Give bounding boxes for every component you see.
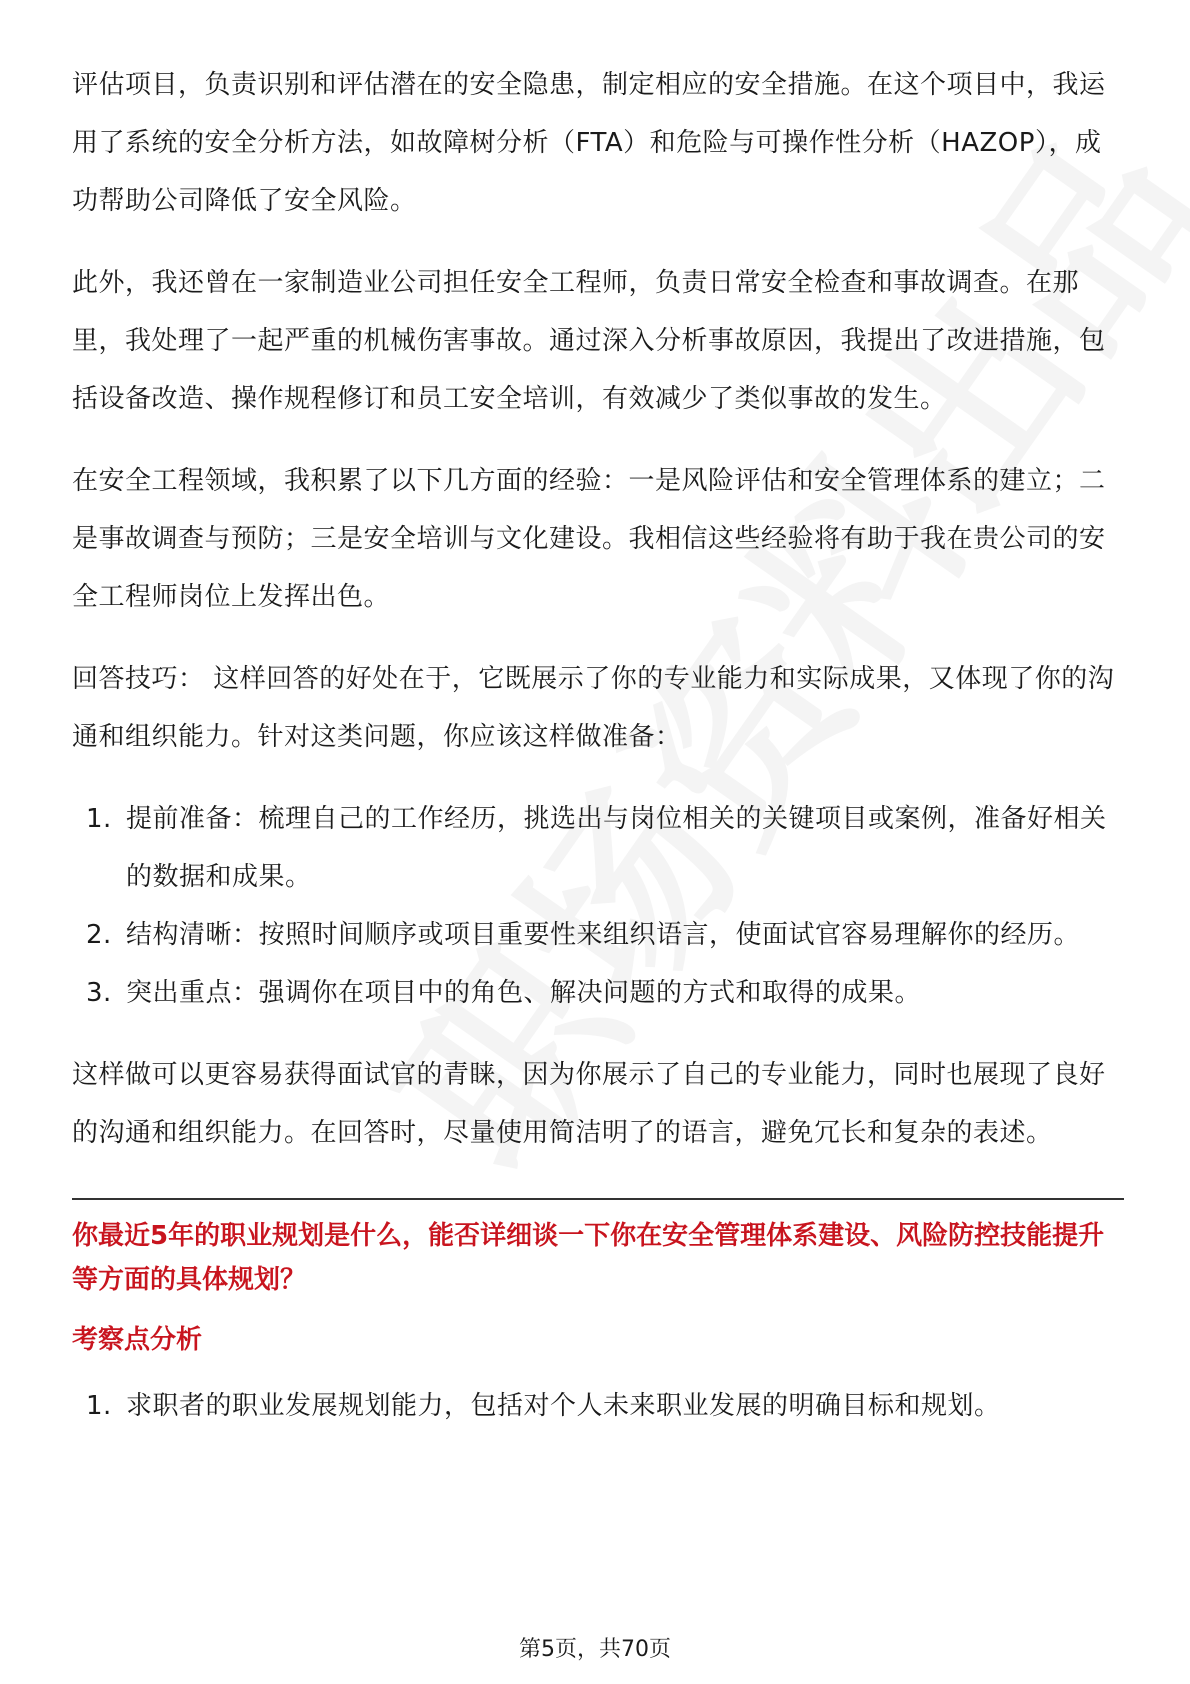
page-content bbox=[72, 56, 1122, 1430]
list-item bbox=[72, 1382, 1122, 1430]
section-divider bbox=[72, 1198, 1124, 1200]
analysis-heading: 考察点分析 bbox=[72, 1325, 203, 1355]
list-item bbox=[72, 906, 1122, 964]
paragraph-answer-tips: 回答技巧： 这样回答的好处在于，它既展示了你的专业能力和实际成果，又体现了你的沟通和组织能力。针对这类问题，你应该这样做准备： bbox=[72, 664, 1115, 752]
list-text: 提前准备：梳理自己的工作经历，挑选出与岗位相关的关键项目或案例，准备好相关的数据和成果。 bbox=[126, 804, 1107, 892]
list-text: 突出重点：强调你在项目中的角色、解决问题的方式和取得的成果。 bbox=[126, 978, 922, 1008]
list-number: 1. bbox=[86, 804, 112, 834]
list-number: 2. bbox=[86, 920, 112, 950]
paragraph-experience-summary: 在安全工程领域，我积累了以下几方面的经验：一是风险评估和安全管理体系的建立；二是事故调查与预防；三是安全培训与文化建设。我相信这些经验将有助于我在贵公司的安全工程师岗位上发挥出色。 bbox=[72, 466, 1106, 612]
list-number: 1. bbox=[86, 1391, 112, 1421]
list-item bbox=[72, 964, 1122, 1022]
paragraph-project-experience: 评估项目，负责识别和评估潜在的安全隐患，制定相应的安全措施。在这个项目中，我运用了系统的安全分析方法，如故障树分析（FTA）和危险与可操作性分析（HAZOP），成功帮助公司降低了安全风险。 bbox=[72, 70, 1106, 216]
paragraph-manufacturing-experience: 此外，我还曾在一家制造业公司担任安全工程师，负责日常安全检查和事故调查。在那里，我处理了一起严重的机械伤害事故。通过深入分析事故原因，我提出了改进措施，包括设备改造、操作规程修订和员工安全培训，有效减少了类似事故的发生。 bbox=[72, 268, 1106, 414]
list-text: 求职者的职业发展规划能力，包括对个人未来职业发展的明确目标和规划。 bbox=[126, 1391, 1001, 1421]
interview-question: 你最近5年的职业规划是什么，能否详细谈一下你在安全管理体系建设、风险防控技能提升等方面的具体规划？ bbox=[72, 1221, 1105, 1295]
tips-list bbox=[72, 790, 1122, 1022]
paragraph-closing: 这样做可以更容易获得面试官的青睐，因为你展示了自己的专业能力，同时也展现了良好的沟通和组织能力。在回答时，尽量使用简洁明了的语言，避免冗长和复杂的表述。 bbox=[72, 1060, 1106, 1148]
analysis-list bbox=[72, 1382, 1122, 1430]
list-item bbox=[72, 790, 1122, 906]
list-text: 结构清晰：按照时间顺序或项目重要性来组织语言，使面试官容易理解你的经历。 bbox=[126, 920, 1081, 950]
list-number: 3. bbox=[86, 978, 112, 1008]
page-footer: 第5页，共70页 bbox=[519, 1637, 671, 1662]
